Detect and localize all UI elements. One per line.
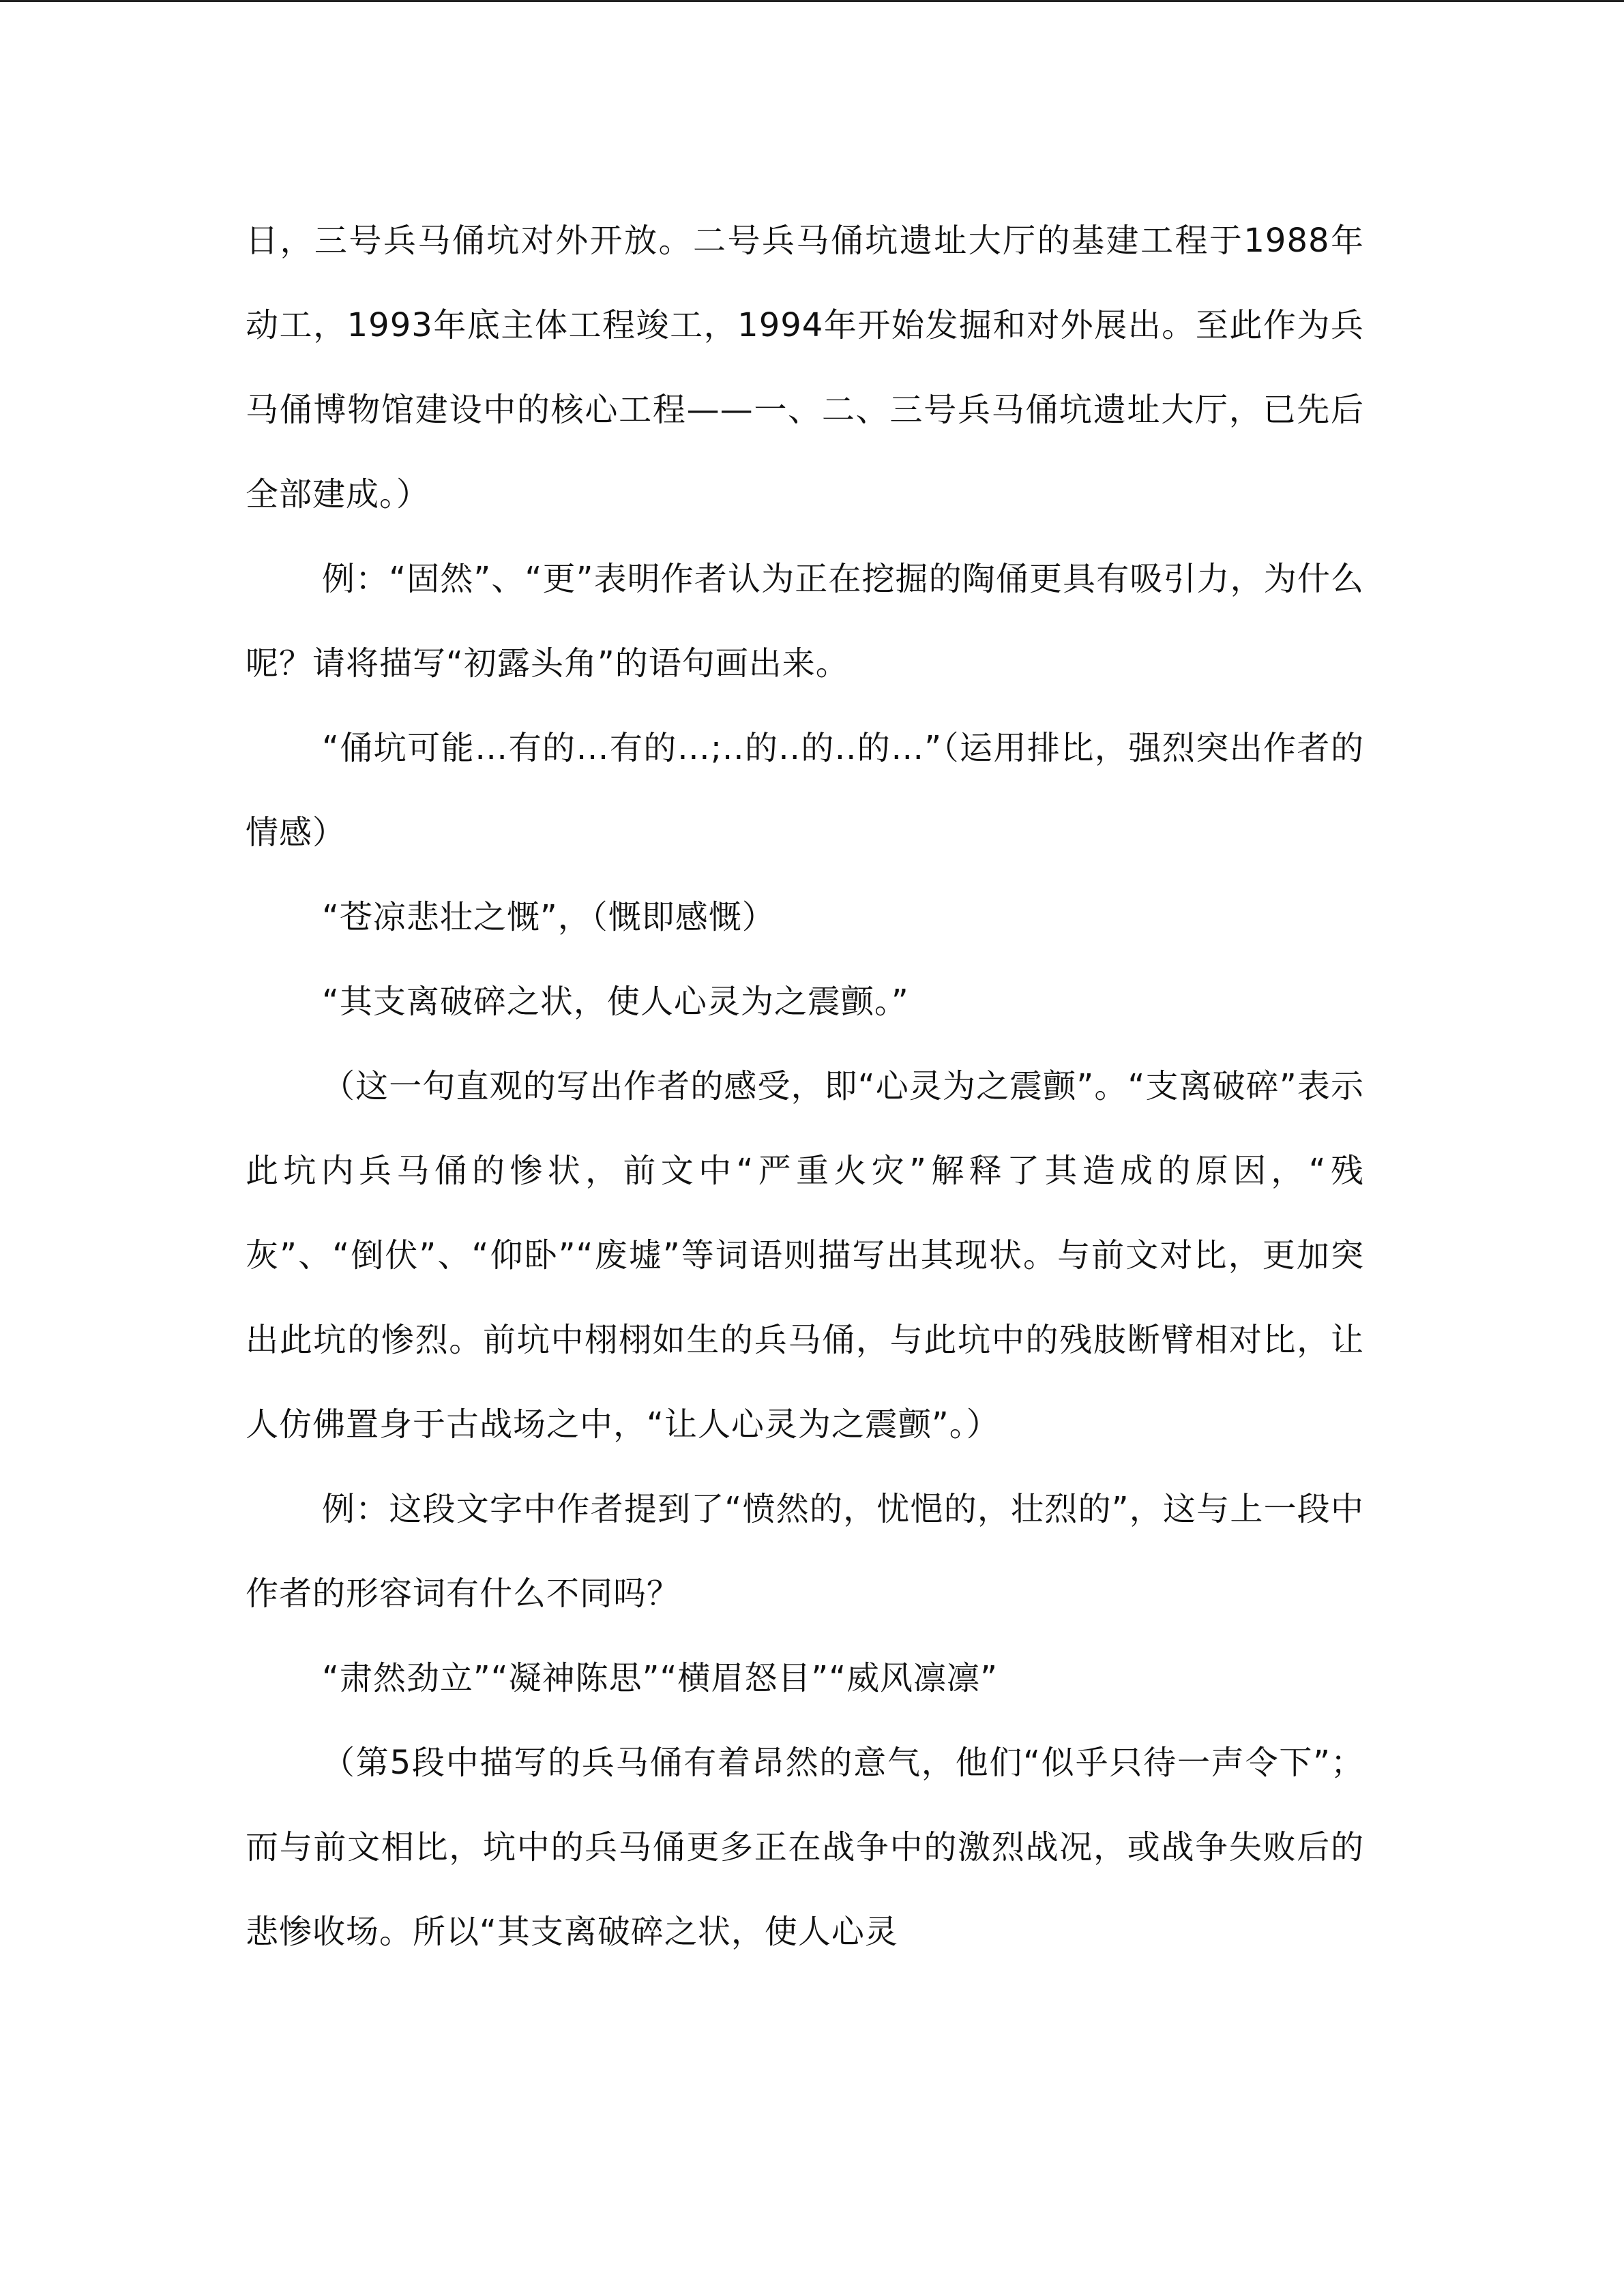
paragraph-6: （这一句直观的写出作者的感受，即“心灵为之震颤”。“支离破碎”表示此坑内兵马俑的惨状，前文中“严重火灾”解释了其造成的原因，“残灰”、“倒伏”、“仰卧”“废墟”等词语则描写出其现状。与前文对比，更加突出此坑的惨烈。前坑中栩栩如生的兵马俑，与此坑中的残肢断臂相对比，让人仿佛置身于古战场之中，“让人心灵为之震颤”。）: [246, 1067, 1364, 1444]
paragraph-2: 例：“固然”、“更”表明作者认为正在挖掘的陶俑更具有吸引力，为什么呢？请将描写“初露头角”的语句画出来。: [246, 560, 1364, 683]
paragraph-4: “苍凉悲壮之慨”，（慨即感慨）: [322, 898, 776, 936]
document-body: [246, 198, 1364, 1974]
paragraph-8: “肃然劲立”“凝神陈思”“横眉怒目”“威风凛凛”: [322, 1659, 998, 1697]
paragraph-3: “俑坑可能…有的…有的…;..的..的..的…”（运用排比，强烈突出作者的情感）: [246, 729, 1364, 852]
paragraph-9: （第5段中描写的兵马俑有着昂然的意气，他们“似乎只待一声令下”；而与前文相比，坑中的兵马俑更多正在战争中的激烈战况，或战争失败后的悲惨收场。所以“其支离破碎之状，使人心灵: [246, 1744, 1364, 1951]
paragraph-5: “其支离破碎之状，使人心灵为之震颤。”: [322, 983, 909, 1021]
paragraph-1: 日，三号兵马俑坑对外开放。二号兵马俑坑遗址大厅的基建工程于1988年动工，1993年底主体工程竣工，1994年开始发掘和对外展出。至此作为兵马俑博物馆建设中的核心工程——一、二、三号兵马俑坑遗址大厅，已先后全部建成。）: [246, 222, 1364, 513]
paragraph-7: 例：这段文字中作者提到了“愤然的，忧悒的，壮烈的”，这与上一段中作者的形容词有什么不同吗？: [246, 1490, 1364, 1613]
